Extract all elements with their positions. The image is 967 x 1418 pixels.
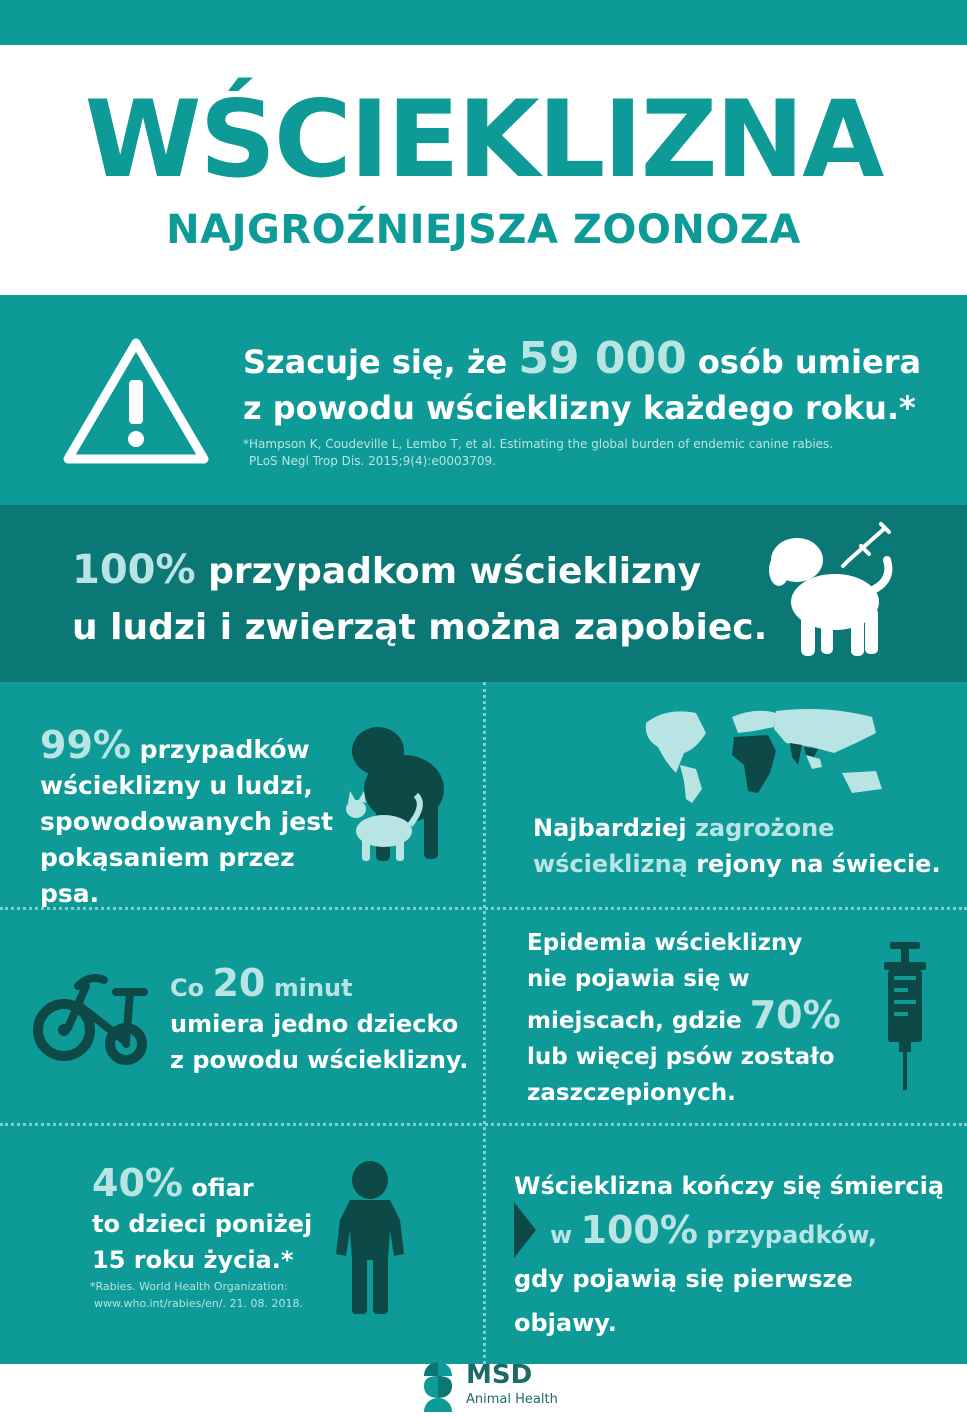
stat-dog-bites-text xyxy=(40,723,350,912)
stat-vaccination-line2: nie pojawia się w xyxy=(527,966,750,992)
stat-risk-regions-text xyxy=(533,810,953,882)
stat-vaccination-number: 70% xyxy=(749,993,841,1037)
stat-prevention-line1: przypadkom wścieklizny xyxy=(195,551,702,592)
warning-triangle-icon xyxy=(60,335,212,467)
stat-child-victims-text xyxy=(92,1161,352,1278)
stat-deaths-pre: Szacuje się, że xyxy=(243,343,519,381)
arrow-right-icon xyxy=(514,1202,536,1258)
stat-vaccination-line3: miejscach, gdzie xyxy=(527,1008,750,1034)
stat-fatality-line1: Wścieklizna kończy się śmiercią xyxy=(514,1172,945,1200)
stat-fatality-pre: w xyxy=(550,1221,581,1249)
dog-and-cat-icon xyxy=(340,725,450,865)
stat-dog-bites-line3: spowodowanych jest xyxy=(40,807,334,836)
msd-brand-sub: Animal Health xyxy=(466,1392,558,1407)
stat-child-death-text xyxy=(170,961,480,1078)
grid-divider-vertical xyxy=(483,682,486,1364)
stat-deaths-line2: z powodu wścieklizny każdego roku.* xyxy=(243,389,916,427)
stat-fatality-text xyxy=(514,1164,954,1345)
stat-vaccination-line4: lub więcej psów zostało xyxy=(527,1044,835,1070)
stat-child-victims-citation xyxy=(90,1278,350,1312)
stat-child-death-line2: umiera jedno dziecko xyxy=(170,1010,459,1038)
stat-deaths-number: 59 000 xyxy=(518,333,687,384)
citation-line-2: PLoS Negl Trop Dis. 2015;9(4):e0003709. xyxy=(249,454,496,468)
msd-logo-icon xyxy=(416,1360,460,1414)
stat-dog-bites-line4: pokąsaniem przez psa. xyxy=(40,843,295,908)
stat-prevention-line2: u ludzi i zwierząt można zapobiec. xyxy=(72,607,768,648)
stat-child-victims-line2: to dzieci poniżej xyxy=(92,1210,313,1238)
stat-risk-line2-b: rejony na świecie. xyxy=(687,850,941,878)
tricycle-icon xyxy=(30,966,154,1066)
stat-fatality-post: przypadków, xyxy=(697,1221,878,1249)
citation-line-1: *Hampson K, Coudeville L, Lembo T, et al. Estimating the global burden of endemic canine rabies. xyxy=(243,437,834,451)
world-map-icon xyxy=(636,703,894,805)
stat-fatality-line3: gdy pojawią się pierwsze objawy. xyxy=(514,1265,853,1337)
citation-who-line-2: www.who.int/rabies/en/. 21. 08. 2018. xyxy=(94,1297,303,1310)
msd-logo xyxy=(416,1360,566,1415)
stat-risk-line2-a: wścieklizną xyxy=(533,850,688,878)
stat-risk-line1-b: zagrożone xyxy=(694,814,835,842)
stat-child-victims-line1: ofiar xyxy=(182,1174,254,1202)
stat-dog-bites-line1: przypadków xyxy=(130,735,310,764)
stat-child-death-pre: Co xyxy=(170,974,213,1002)
grid-divider-horizontal-2 xyxy=(0,1123,967,1126)
stat-deaths-text xyxy=(243,333,943,431)
page-subtitle: NAJGROŹNIEJSZA ZOONOZA xyxy=(166,207,801,253)
citation-who-line-1: *Rabies. World Health Organization: xyxy=(90,1280,288,1293)
stat-child-victims-number: 40% xyxy=(92,1161,183,1205)
stat-vaccination-text xyxy=(527,925,887,1111)
msd-brand: MSD xyxy=(466,1360,533,1390)
stat-fatality-number: 100% xyxy=(580,1208,698,1252)
stat-deaths-post: osób umiera xyxy=(686,343,922,381)
stat-dog-bites-line2: wścieklizny u ludzi, xyxy=(40,771,313,800)
stat-child-death-number: 20 xyxy=(212,961,266,1005)
stat-vaccination-line5: zaszczepionych. xyxy=(527,1080,736,1106)
top-bar xyxy=(0,0,967,45)
child-silhouette-icon xyxy=(330,1160,410,1316)
syringe-icon xyxy=(880,940,930,1092)
stat-deaths-citation xyxy=(243,436,943,470)
stat-risk-line1-a: Najbardziej xyxy=(533,814,695,842)
dog-vaccine-icon xyxy=(765,520,905,660)
stat-dog-bites-number: 99% xyxy=(40,723,131,767)
stat-child-victims-line3: 15 roku życia.* xyxy=(92,1246,294,1274)
stat-prevention-text xyxy=(72,542,772,656)
stat-vaccination-line1: Epidemia wścieklizny xyxy=(527,930,803,956)
page-title: WŚCIEKLIZNA xyxy=(84,78,883,201)
stat-prevention-number: 100% xyxy=(72,547,196,593)
stat-child-death-line3: z powodu wścieklizny. xyxy=(170,1046,469,1074)
stat-child-death-post: minut xyxy=(265,974,353,1002)
